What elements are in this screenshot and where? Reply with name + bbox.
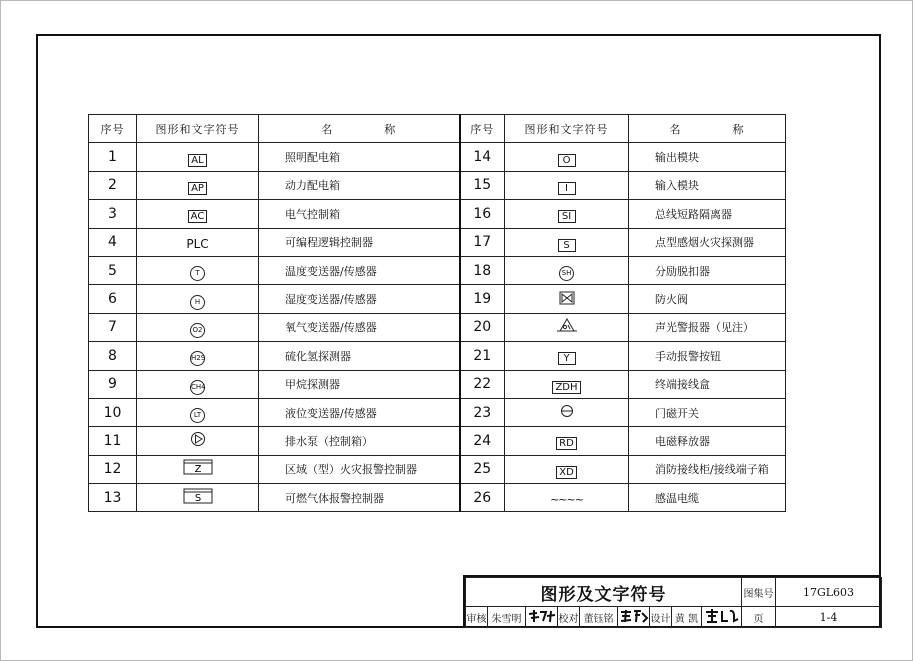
symbol-box-icon: AL: [188, 154, 206, 167]
header-name-a-right: 名: [669, 122, 682, 136]
row-name: 动力配电箱: [259, 171, 460, 199]
row-symbol: [137, 342, 259, 370]
row-name: 输出模块: [629, 143, 786, 171]
row-number: 18: [460, 256, 505, 284]
row-symbol: [137, 256, 259, 284]
row-name: 防火阀: [629, 285, 786, 313]
row-name: 点型感烟火灾探测器: [629, 228, 786, 256]
symbol-box-icon: AC: [188, 210, 208, 223]
checker-name: 董钰铭: [580, 607, 618, 628]
sensor-circle-icon: O2: [190, 323, 205, 338]
header-symbol-right: 图形和文字符号: [505, 115, 629, 143]
row-symbol: [505, 200, 629, 228]
row-name: 终端接线盒: [629, 370, 786, 398]
reviewer-label: 审核: [466, 607, 488, 628]
row-symbol: [505, 484, 629, 512]
row-number: 20: [460, 313, 505, 341]
symbol-box-icon: I: [558, 182, 576, 195]
row-number: 13: [89, 484, 137, 512]
pump-icon: [190, 431, 206, 447]
symbol-box-icon: AP: [188, 182, 207, 195]
symbol-box-icon: RD: [556, 437, 577, 450]
sensor-circle-icon: CH4: [190, 380, 205, 395]
row-number: 10: [89, 398, 137, 426]
row-symbol: [505, 427, 629, 455]
row-name: 电气控制箱: [259, 200, 460, 228]
row-symbol: [137, 313, 259, 341]
row-name: 门磁开关: [629, 398, 786, 426]
row-number: 8: [89, 342, 137, 370]
symbol-table: [88, 114, 786, 512]
symbol-text: PLC: [186, 236, 209, 251]
symbol-box-icon: S: [558, 239, 576, 252]
row-symbol: [137, 370, 259, 398]
row-symbol: [137, 398, 259, 426]
symbol-box-icon: SI: [558, 210, 576, 223]
row-number: 6: [89, 285, 137, 313]
table-row: [89, 313, 786, 341]
atlas-label: 图集号: [742, 578, 776, 607]
row-symbol: [505, 256, 629, 284]
row-name: 手动报警按钮: [629, 342, 786, 370]
table-row: [89, 200, 786, 228]
row-number: 12: [89, 455, 137, 483]
table-header-row: [89, 115, 786, 143]
reviewer-signature: [526, 607, 558, 628]
row-number: 19: [460, 285, 505, 313]
control-panel-icon: [183, 488, 213, 504]
svg-text:S: S: [194, 492, 201, 504]
table-row: [89, 370, 786, 398]
designer-label: 设计: [650, 607, 672, 628]
row-symbol: [505, 313, 629, 341]
row-symbol: [137, 143, 259, 171]
row-name: 液位变送器/传感器: [259, 398, 460, 426]
row-name: 温度变送器/传感器: [259, 256, 460, 284]
table-row: [89, 342, 786, 370]
row-number: 16: [460, 200, 505, 228]
row-symbol: [137, 171, 259, 199]
header-symbol: 图形和文字符号: [137, 115, 259, 143]
sensor-circle-icon: H: [190, 295, 205, 310]
svg-text:Z: Z: [194, 464, 201, 476]
row-symbol: [137, 285, 259, 313]
reviewer-name: 朱雪明: [488, 607, 526, 628]
atlas-number: 17GL603: [776, 578, 882, 607]
designer-name: 黄 凯: [672, 607, 702, 628]
row-number: 23: [460, 398, 505, 426]
sensor-circle-icon: T: [190, 266, 205, 281]
row-name: 排水泵（控制箱）: [259, 427, 460, 455]
checker-signature: [618, 607, 650, 628]
row-symbol: [505, 455, 629, 483]
header-name-right: [629, 115, 786, 143]
symbol-box-icon: Y: [558, 352, 576, 365]
table-row: [89, 171, 786, 199]
header-name-a: 名: [321, 122, 334, 136]
designer-signature: [702, 607, 742, 628]
sensor-circle-icon: LT: [190, 408, 205, 423]
row-number: 9: [89, 370, 137, 398]
row-symbol: [137, 484, 259, 512]
row-name: 声光警报器（见注）: [629, 313, 786, 341]
row-symbol: [505, 370, 629, 398]
fire-damper-icon: [559, 291, 575, 305]
row-number: 15: [460, 171, 505, 199]
row-symbol: [505, 228, 629, 256]
row-symbol: [505, 171, 629, 199]
row-symbol: [505, 398, 629, 426]
row-symbol: [137, 427, 259, 455]
page-label: 页: [742, 607, 776, 628]
row-name: 区域（型）火灾报警控制器: [259, 455, 460, 483]
row-name: 消防接线柜/接线端子箱: [629, 455, 786, 483]
row-number: 24: [460, 427, 505, 455]
row-name: 可编程逻辑控制器: [259, 228, 460, 256]
drawing-title: 图形及文字符号: [466, 578, 742, 607]
signature-icon: [619, 608, 649, 624]
header-name: [259, 115, 460, 143]
row-name: 可燃气体报警控制器: [259, 484, 460, 512]
row-name: 分励脱扣器: [629, 256, 786, 284]
row-number: 14: [460, 143, 505, 171]
sensor-circle-icon: H2S: [190, 351, 205, 366]
table-row: [89, 455, 786, 483]
row-number: 26: [460, 484, 505, 512]
symbol-box-icon: O: [558, 154, 576, 167]
row-symbol: [505, 143, 629, 171]
row-number: 21: [460, 342, 505, 370]
page-number: 1-4: [776, 607, 882, 628]
table-row: [89, 285, 786, 313]
row-name: 甲烷探测器: [259, 370, 460, 398]
row-symbol: [137, 455, 259, 483]
table-row: [89, 427, 786, 455]
row-number: 4: [89, 228, 137, 256]
row-symbol: [505, 285, 629, 313]
row-symbol: [505, 342, 629, 370]
header-num: 序号: [89, 115, 137, 143]
row-symbol: [137, 200, 259, 228]
sensor-circle-icon: SH: [559, 266, 574, 281]
signature-icon: [704, 608, 740, 624]
table-row: [89, 256, 786, 284]
row-name: 氧气变送器/传感器: [259, 313, 460, 341]
table-row: [89, 228, 786, 256]
row-number: 3: [89, 200, 137, 228]
symbol-box-icon: ZDH: [552, 381, 580, 394]
header-name-b-right: 称: [732, 122, 745, 136]
row-number: 5: [89, 256, 137, 284]
table-row: [89, 143, 786, 171]
checker-label: 校对: [558, 607, 580, 628]
row-name: 湿度变送器/传感器: [259, 285, 460, 313]
row-number: 7: [89, 313, 137, 341]
row-number: 1: [89, 143, 137, 171]
row-number: 11: [89, 427, 137, 455]
signature-icon: [527, 608, 557, 624]
title-block: [463, 575, 881, 628]
symbol-box-icon: XD: [556, 466, 577, 479]
row-name: 输入模块: [629, 171, 786, 199]
row-name: 总线短路隔离器: [629, 200, 786, 228]
heat-sensing-cable-icon: ~~~~: [550, 493, 583, 507]
row-name: 照明配电箱: [259, 143, 460, 171]
row-number: 25: [460, 455, 505, 483]
door-magnetic-switch-icon: [559, 404, 575, 418]
row-number: 2: [89, 171, 137, 199]
row-number: 22: [460, 370, 505, 398]
header-num-right: 序号: [460, 115, 505, 143]
row-symbol: [137, 228, 259, 256]
row-name: 硫化氢探测器: [259, 342, 460, 370]
table-row: [89, 484, 786, 512]
header-name-b: 称: [384, 122, 397, 136]
control-panel-icon: [183, 459, 213, 475]
row-name: 感温电缆: [629, 484, 786, 512]
sound-light-alarm-icon: [556, 317, 578, 333]
row-name: 电磁释放器: [629, 427, 786, 455]
row-number: 17: [460, 228, 505, 256]
table-row: [89, 398, 786, 426]
